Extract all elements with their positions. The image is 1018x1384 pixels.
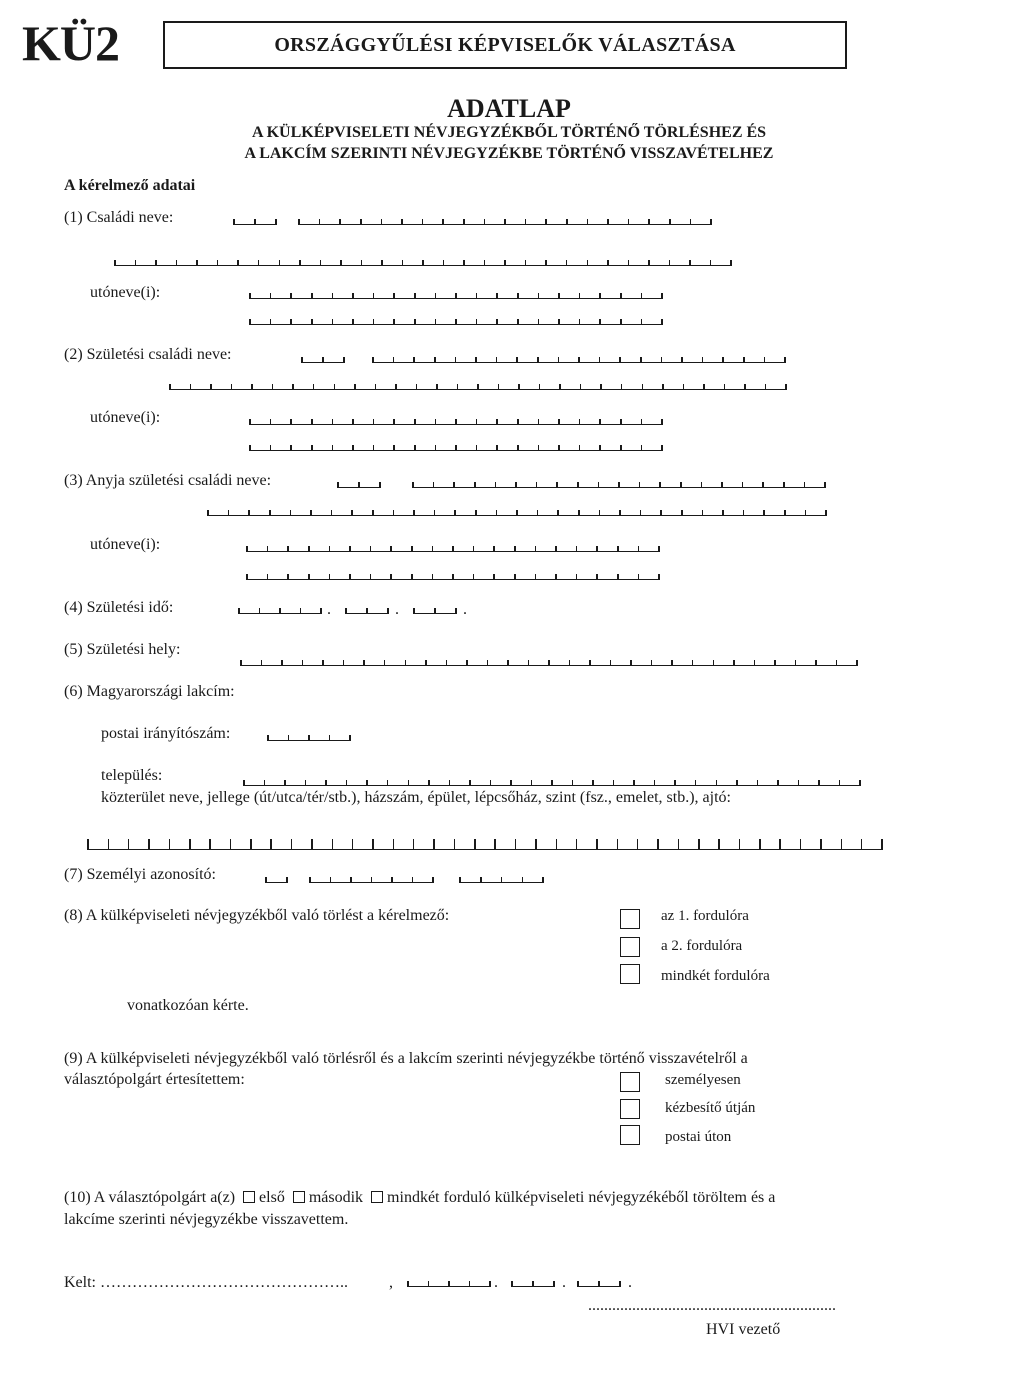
mother-name-field-2[interactable] xyxy=(208,509,826,516)
document-subtitle-line1: A KÜLKÉPVISELETI NÉVJEGYZÉKBŐL TÖRTÉNŐ TÖRLÉSHEZ ÉS xyxy=(251,124,767,141)
personal-id-label: (7) Személyi azonosító: xyxy=(64,866,216,883)
family-name-field-2[interactable] xyxy=(115,259,731,266)
document-title: ADATLAP xyxy=(447,94,571,123)
signature-role: HVI vezető xyxy=(706,1321,781,1338)
q10-both-label: mindkét forduló külképviseleti névjegyzékéből töröltem és a xyxy=(387,1189,776,1206)
q8-round2-checkbox[interactable] xyxy=(620,937,640,957)
q8-both-checkbox[interactable] xyxy=(620,964,640,984)
q8-both-label: mindkét fordulóra xyxy=(661,968,770,984)
q10-second-label: második xyxy=(308,1189,364,1206)
q10-prefix: (10) A választópolgárt a(z) xyxy=(64,1189,236,1206)
given-name-field-1a[interactable] xyxy=(250,292,662,299)
mother-name-label: (3) Anyja születési családi neve: xyxy=(64,472,272,489)
kelt-label: Kelt: ……………………………………….. xyxy=(64,1274,348,1291)
street-address-field[interactable] xyxy=(88,838,882,850)
street-label: közterület neve, jellege (út/utca/tér/stb.), házszám, épület, lépcsőház, szint (fsz., emelet, stb.), ajtó: xyxy=(101,789,731,806)
date-separator: . xyxy=(494,1274,498,1291)
date-separator: . xyxy=(628,1274,632,1291)
mother-name-field-1[interactable] xyxy=(413,481,825,488)
birth-year-field[interactable] xyxy=(239,607,321,614)
given-names-label-2: utóneve(i): xyxy=(90,409,161,426)
personal-id-field-3[interactable] xyxy=(460,876,543,883)
given-names-label-1: utóneve(i): xyxy=(90,284,161,301)
birth-place-field[interactable] xyxy=(241,659,857,666)
q10-first-label: első xyxy=(259,1189,285,1206)
q8-round1-checkbox[interactable] xyxy=(620,909,640,929)
q10-line2: lakcíme szerinti névjegyzékbe visszavettem. xyxy=(64,1211,349,1228)
birth-family-name-field-2[interactable] xyxy=(170,383,786,390)
postal-code-field[interactable] xyxy=(268,734,350,741)
q8-round1-label: az 1. fordulóra xyxy=(661,908,749,924)
birth-date-label: (4) Születési idő: xyxy=(64,599,174,616)
given-name-field-2a[interactable] xyxy=(250,418,662,425)
form-code: KÜ2 xyxy=(22,15,119,71)
address-label: (6) Magyarországi lakcím: xyxy=(64,683,235,700)
q9-label-line2: választópolgárt értesítettem: xyxy=(64,1071,245,1088)
given-names-label-3: utóneve(i): xyxy=(90,536,161,553)
q9-in-person-label: személyesen xyxy=(665,1072,741,1088)
q8-label: (8) A külképviseleti névjegyzékből való törlést a kérelmező: xyxy=(64,907,450,924)
family-name-prefix-field[interactable] xyxy=(234,218,276,225)
personal-id-field-2[interactable] xyxy=(310,876,433,883)
family-name-field-1[interactable] xyxy=(299,218,711,225)
birth-family-name-prefix-field[interactable] xyxy=(302,356,344,363)
birth-family-name-field-1[interactable] xyxy=(373,356,785,363)
q9-post-label: postai úton xyxy=(665,1129,732,1145)
q8-trailer: vonatkozóan kérte. xyxy=(127,997,249,1014)
kelt-comma: , xyxy=(389,1274,393,1291)
city-field[interactable] xyxy=(244,779,860,786)
birth-family-name-label: (2) Születési családi neve: xyxy=(64,346,232,363)
document-subtitle-line2: A LAKCÍM SZERINTI NÉVJEGYZÉKBE TÖRTÉNŐ VISSZAVÉTELHEZ xyxy=(244,145,774,162)
date-separator: . xyxy=(327,601,331,618)
section-title: A kérelmező adatai xyxy=(64,177,196,194)
date-separator: . xyxy=(562,1274,566,1291)
mother-name-prefix-field[interactable] xyxy=(338,481,380,488)
given-name-field-3b[interactable] xyxy=(247,573,659,580)
given-name-field-2b[interactable] xyxy=(250,444,662,451)
personal-id-field-1[interactable] xyxy=(266,876,287,883)
q9-courier-checkbox[interactable] xyxy=(620,1099,640,1119)
postal-code-label: postai irányítószám: xyxy=(101,725,231,742)
q9-courier-label: kézbesítő útján xyxy=(665,1100,756,1116)
q8-round2-label: a 2. fordulóra xyxy=(661,938,743,954)
kelt-month-field[interactable] xyxy=(512,1280,554,1287)
given-name-field-1b[interactable] xyxy=(250,318,662,325)
q9-in-person-checkbox[interactable] xyxy=(620,1072,640,1092)
q10-line1 xyxy=(64,1189,775,1207)
date-separator: . xyxy=(395,601,399,618)
election-title-box xyxy=(163,21,847,69)
given-name-field-3a[interactable] xyxy=(247,545,659,552)
kelt-year-field[interactable] xyxy=(408,1280,490,1287)
signature-line: .............................................................. xyxy=(588,1297,836,1314)
q10-both-checkbox[interactable] xyxy=(371,1191,383,1203)
birth-day-field[interactable] xyxy=(414,607,456,614)
q9-label-line1: (9) A külképviseleti névjegyzékből való törlésről és a lakcím szerinti névjegyzékbe történő visszavételről a xyxy=(64,1050,748,1067)
q9-post-checkbox[interactable] xyxy=(620,1125,640,1145)
date-separator: . xyxy=(463,601,467,618)
q10-second-checkbox[interactable] xyxy=(293,1191,305,1203)
election-title: ORSZÁGGYŰLÉSI KÉPVISELŐK VÁLASZTÁSA xyxy=(274,33,736,56)
city-label: település: xyxy=(101,767,163,784)
family-name-label: (1) Családi neve: xyxy=(64,209,174,226)
birth-place-label: (5) Születési hely: xyxy=(64,641,181,658)
kelt-day-field[interactable] xyxy=(578,1280,620,1287)
q10-first-checkbox[interactable] xyxy=(243,1191,255,1203)
birth-month-field[interactable] xyxy=(346,607,388,614)
